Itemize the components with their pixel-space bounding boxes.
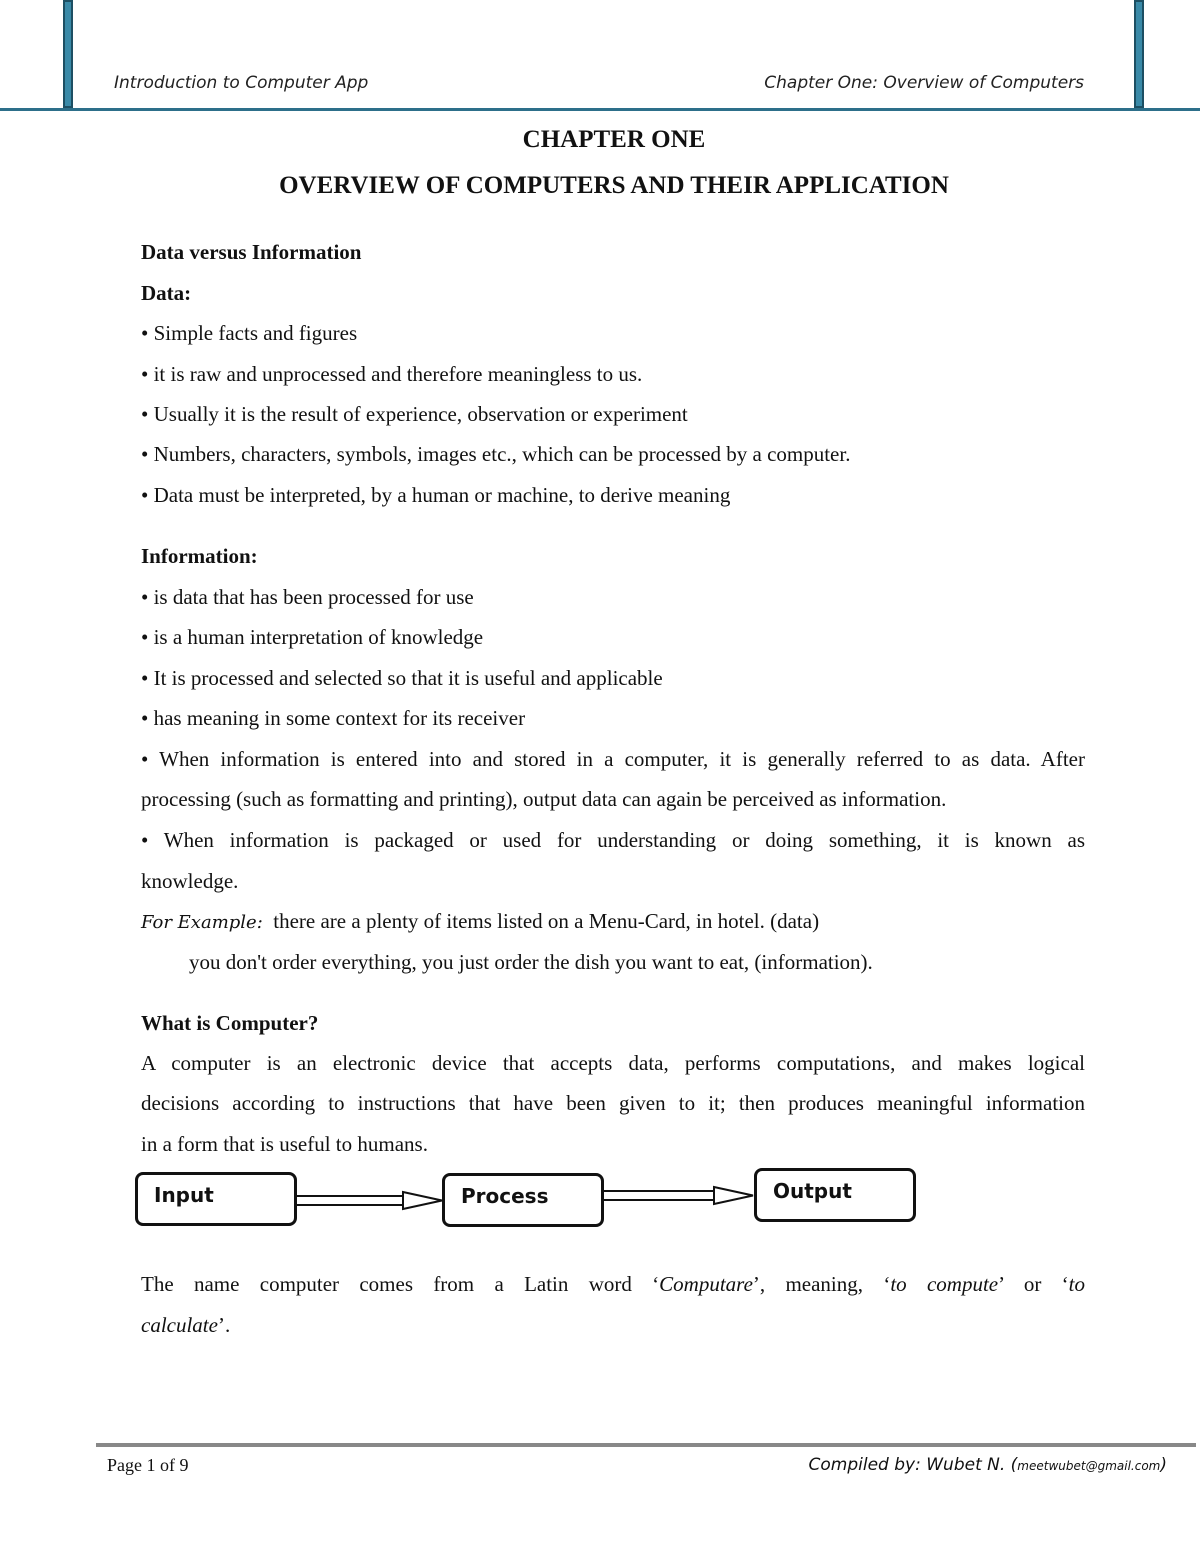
info-bullet: • is data that has been processed for use <box>141 585 474 609</box>
computer-definition-line: decisions according to instructions that have been given to it; then produces meaningful information <box>141 1091 1085 1115</box>
latin-origin-line: The name computer comes from a Latin word ‘Computare’, meaning, ‘to compute’ or ‘to <box>141 1272 1086 1296</box>
info-bullet: • is a human interpretation of knowledge <box>141 625 484 649</box>
information-label: Information: <box>141 544 258 568</box>
diagram-process-box: Process <box>442 1173 604 1227</box>
footer-compiled-by: Compiled by: Wubet N. (meetwubet@gmail.com) <box>808 1455 1167 1475</box>
data-label: Data: <box>141 281 192 305</box>
page-number: Page 1 of 9 <box>107 1455 189 1475</box>
chapter-title: CHAPTER ONE <box>522 126 706 153</box>
header-right-bar <box>1134 0 1144 108</box>
data-bullet: • Numbers, characters, symbols, images etc., which can be processed by a computer. <box>141 442 851 466</box>
computer-definition-line: in a form that is useful to humans. <box>141 1132 428 1156</box>
data-bullet: • Usually it is the result of experience, observation or experiment <box>141 402 688 426</box>
example-line <box>141 909 819 934</box>
data-bullet: • it is raw and unprocessed and therefore meaningless to us. <box>141 362 643 386</box>
info-bullet: • It is processed and selected so that it is useful and applicable <box>141 666 663 690</box>
header-rule <box>0 108 1200 111</box>
footer-rule <box>96 1443 1196 1447</box>
info-paragraph-line: • When information is entered into and stored in a computer, it is generally referred to as data. After <box>141 747 1085 771</box>
info-paragraph-line: knowledge. <box>141 869 239 893</box>
header-course-title: Introduction to Computer App <box>114 73 369 93</box>
info-paragraph-line: processing (such as formatting and printing), output data can again be perceived as information. <box>141 787 947 811</box>
arrow-right-icon <box>604 1187 754 1205</box>
header-left-bar <box>63 0 73 108</box>
data-bullet: • Simple facts and figures <box>141 321 358 345</box>
computer-definition-line: A computer is an electronic device that accepts data, performs computations, and makes logical <box>141 1051 1085 1075</box>
header-chapter-title: Chapter One: Overview of Computers <box>764 73 1084 93</box>
section-heading-what-is-computer: What is Computer? <box>141 1011 319 1035</box>
example-text: there are a plenty of items listed on a Menu-Card, in hotel. (data) <box>273 909 820 933</box>
info-paragraph-line: • When information is packaged or used for understanding or doing something, it is known as <box>141 828 1085 852</box>
latin-origin-line-2: calculate’. <box>141 1313 231 1337</box>
example-line-2: you don't order everything, you just order the dish you want to eat, (information). <box>189 950 873 974</box>
data-bullet: • Data must be interpreted, by a human or machine, to derive meaning <box>141 483 731 507</box>
chapter-subtitle: OVERVIEW OF COMPUTERS AND THEIR APPLICATION <box>279 172 949 199</box>
arrow-right-icon <box>297 1192 443 1210</box>
author-email: meetwubet@gmail.com <box>1017 1459 1161 1473</box>
example-label: For Example: <box>141 912 263 933</box>
info-bullet: • has meaning in some context for its receiver <box>141 706 526 730</box>
diagram-input-box: Input <box>135 1172 297 1226</box>
section-heading-data-vs-info: Data versus Information <box>141 240 362 264</box>
diagram-output-box: Output <box>754 1168 916 1222</box>
